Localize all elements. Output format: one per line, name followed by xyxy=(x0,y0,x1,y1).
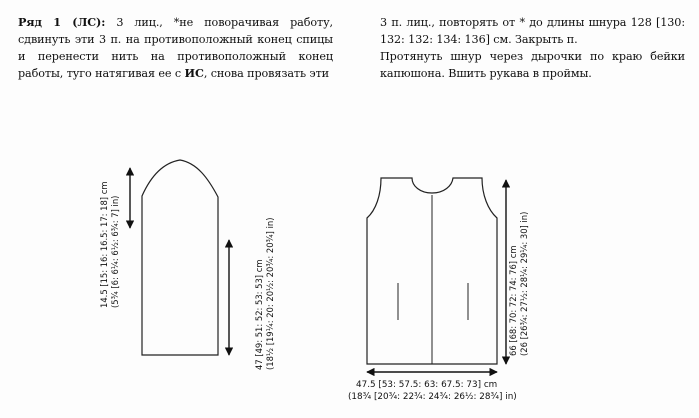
sleeve-cap-in: (5¾ [6: 6¼: 6½: 6¾: 7] in) xyxy=(110,195,120,308)
instruction-text: 3 лиц., *не поворачивая работу, xyxy=(105,16,334,29)
row-label: Ряд 1 (ЛС): xyxy=(18,15,106,29)
sleeve-length-label xyxy=(254,218,275,371)
instruction-text: и перенести нить на противоположный конец xyxy=(18,50,333,63)
sleeve-length-cm: 47 [49: 51: 52: 53: 53] cm xyxy=(254,259,264,370)
instruction-text: 132: 132: 134: 136] см. Закрыть п. xyxy=(380,33,578,46)
body-width-cm: 47.5 [53: 57.5: 63: 67.5: 73] cm xyxy=(356,380,498,390)
sleeve-cap-cm: 14.5 [15: 16: 16.5: 17: 18] cm xyxy=(99,181,109,308)
body-length-label xyxy=(508,212,529,356)
body-width-in: (18¾ [20¾: 22¾: 24¾: 26½: 28¾] in) xyxy=(348,392,517,402)
body-schematic xyxy=(367,178,497,364)
instruction-text: капюшона. Вшить рукава в проймы. xyxy=(380,67,592,80)
sleeve-length-in: (18½ [19¼: 20: 20½: 20¾: 20¾] in) xyxy=(265,217,275,370)
body-length-cm: 66 [68: 70: 72: 74: 76] cm xyxy=(508,245,518,356)
instruction-text: работы, туго натягивая ее с xyxy=(18,67,185,80)
sleeve-cap-label xyxy=(99,182,120,308)
instruction-text: Протянуть шнур через дырочки по краю бейки xyxy=(380,50,685,63)
instruction-text: сдвинуть эти 3 п. на противоположный конец спицы xyxy=(18,33,333,46)
instruction-bold: ИС xyxy=(184,66,204,80)
instruction-text: , снова провязать эти xyxy=(203,67,330,80)
body-length-in: (26 [26¾: 27½: 28¼: 29¼: 30] in) xyxy=(519,211,529,356)
sleeve-outline xyxy=(142,160,218,355)
instruction-text: 3 п. лиц., повторять от * до длины шнура 128 [130: xyxy=(380,16,685,29)
sleeve-schematic xyxy=(142,160,218,355)
